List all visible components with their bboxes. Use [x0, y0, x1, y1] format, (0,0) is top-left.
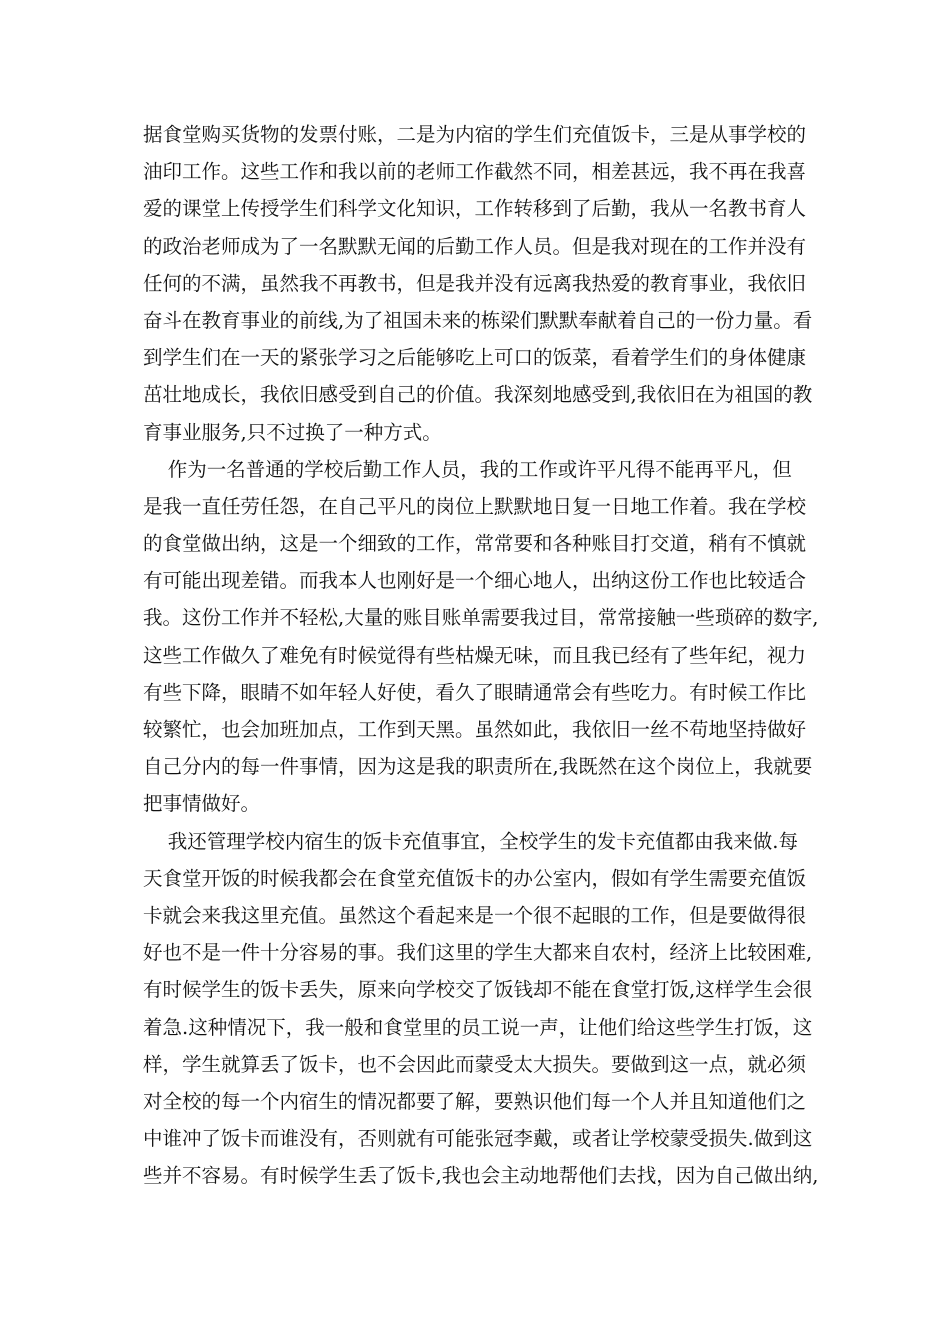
body-text — [143, 116, 823, 1194]
text-line: 中谁冲了饭卡而谁没有，否则就有可能张冠李戴，或者让学校蒙受损失.做到这 — [143, 1127, 813, 1151]
text-line: 我。这份工作并不轻松,大量的账目账单需要我过目，常常接触一些琐碎的数字, — [143, 606, 819, 630]
text-line: 有时候学生的饭卡丢失，原来向学校交了饭钱却不能在食堂打饭,这样学生会很 — [143, 978, 813, 1002]
paragraph-2 — [143, 451, 823, 823]
text-line: 作为一名普通的学校后勤工作人员，我的工作或许平凡得不能再平凡，但 — [143, 457, 792, 481]
text-line: 我还管理学校内宿生的饭卡充值事宜，全校学生的发卡充值都由我来做.每 — [143, 829, 798, 853]
text-line: 样，学生就算丢了饭卡，也不会因此而蒙受太大损失。要做到这一点，就必须 — [143, 1052, 807, 1076]
text-line: 有些下降，眼睛不如年轻人好使，看久了眼睛通常会有些吃力。有时候工作比 — [143, 680, 807, 704]
text-line: 的政治老师成为了一名默默无闻的后勤工作人员。但是我对现在的工作并没有 — [143, 234, 807, 258]
text-line: 这些工作做久了难免有时候觉得有些枯燥无味，而且我已经有了些年纪，视力 — [143, 643, 807, 667]
text-line: 油印工作。这些工作和我以前的老师工作截然不同，相差甚远，我不再在我喜 — [143, 160, 807, 184]
text-line: 任何的不满，虽然我不再教书，但是我并没有远离我热爱的教育事业，我依旧 — [143, 271, 807, 295]
text-line: 卡就会来我这里充值。虽然这个看起来是一个很不起眼的工作，但是要做得很 — [143, 903, 807, 927]
text-line: 爱的课堂上传授学生们科学文化知识，工作转移到了后勤，我从一名教书育人 — [143, 197, 807, 221]
text-line: 自己分内的每一件事情，因为这是我的职责所在,我既然在这个岗位上，我就要 — [143, 755, 813, 779]
text-line: 好也不是一件十分容易的事。我们这里的学生大都来自农村，经济上比较困难, — [143, 941, 813, 965]
text-line: 育事业服务,只不过换了一种方式。 — [143, 420, 442, 444]
text-line: 天食堂开饭的时候我都会在食堂充值饭卡的办公室内，假如有学生需要充值饭 — [143, 866, 807, 890]
text-line: 的食堂做出纳，这是一个细致的工作，常常要和各种账目打交道，稍有不慎就 — [143, 532, 807, 556]
text-line: 茁壮地成长，我依旧感受到自己的价值。我深刻地感受到,我依旧在为祖国的教 — [143, 383, 813, 407]
text-line: 奋斗在教育事业的前线,为了祖国未来的栋梁们默默奉献着自己的一份力量。看 — [143, 308, 813, 332]
text-line: 是我一直任劳任怨，在自己平凡的岗位上默默地日复一日地工作着。我在学校 — [143, 494, 807, 518]
text-line: 据食堂购买货物的发票付账，二是为内宿的学生们充值饭卡，三是从事学校的 — [143, 123, 807, 146]
text-line: 把事情做好。 — [143, 792, 261, 816]
text-line: 些并不容易。有时候学生丢了饭卡,我也会主动地帮他们去找，因为自己做出纳, — [143, 1164, 819, 1188]
text-line: 到学生们在一天的紧张学习之后能够吃上可口的饭菜，看着学生们的身体健康 — [143, 346, 807, 370]
text-line: 着急.这种情况下，我一般和食堂里的员工说一声，让他们给这些学生打饭，这 — [143, 1015, 813, 1039]
paragraph-3 — [143, 823, 823, 1195]
text-line: 对全校的每一个内宿生的情况都要了解，要熟识他们每一个人并且知道他们之 — [143, 1089, 807, 1113]
text-line: 较繁忙，也会加班加点，工作到天黑。虽然如此，我依旧一丝不苟地坚持做好 — [143, 718, 807, 741]
text-line: 有可能出现差错。而我本人也刚好是一个细心地人，出纳这份工作也比较适合 — [143, 569, 807, 593]
paragraph-1 — [143, 116, 823, 451]
